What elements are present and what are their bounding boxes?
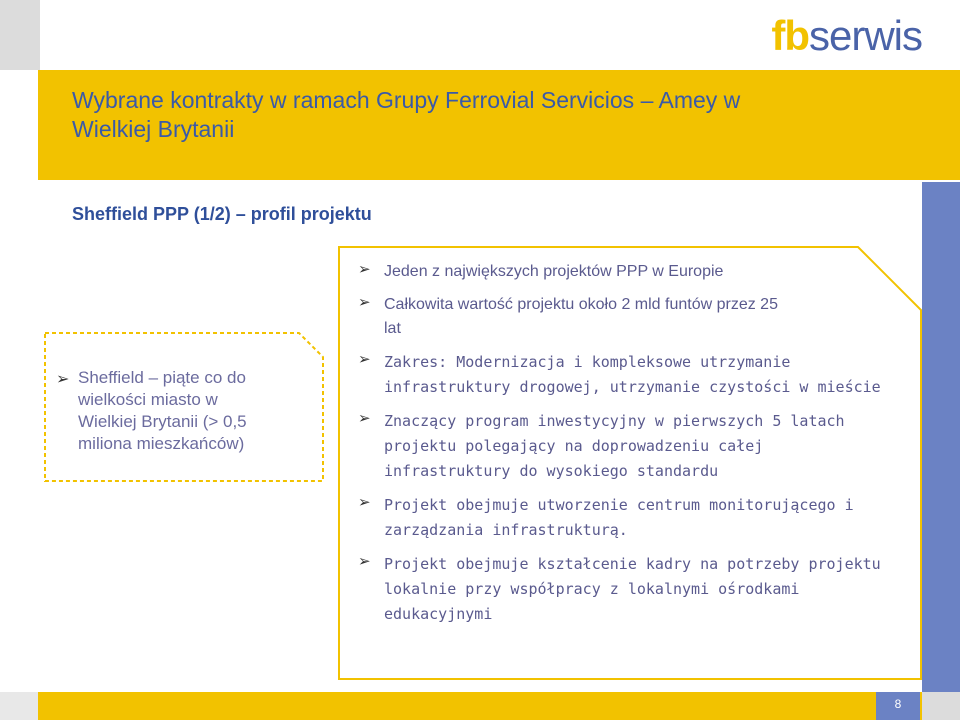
list-item [358,493,888,543]
list-item [358,293,888,341]
page-title-line-1: Wybrane kontrakty w ramach Grupy Ferrovial Servicios – Amey w [72,87,741,113]
section-subtitle: Sheffield PPP (1/2) – profil projektu [72,204,372,224]
list-item [358,552,888,627]
logo-part-fb: fb [771,12,809,59]
bullet-line: Całkowita wartość projektu około 2 mld funtów przez 25 [384,296,778,313]
footer-left-block [0,692,40,720]
bullet-line: Jeden z największych projektów PPP w Europie [384,263,724,280]
bullet-text [384,293,778,341]
bullet-text [384,493,854,543]
list-item [358,409,888,484]
top-left-decoration [0,0,40,70]
page-title [72,86,832,144]
bullet-line: lokalnie przy współpracy z lokalnymi ośrodkami [384,580,800,598]
bullet-line: Projekt obejmuje kształcenie kadry na potrzeby projektu [384,555,881,573]
arrow-bullet-icon: ➢ [56,371,70,388]
bullet-text [384,350,881,400]
list-item [358,350,888,400]
bullet-text [384,409,845,484]
bullet-line: Znaczący program inwestycyjny w pierwszych 5 latach [384,412,845,430]
right-accent-bar [922,182,960,692]
fbserwis-logo [771,12,922,60]
arrow-bullet-icon: ➢ [358,261,371,278]
left-callout [56,367,306,455]
left-callout-line: Wielkiej Brytanii (> 0,5 [78,412,247,431]
footer-yellow-bar [38,692,922,720]
bullet-line: projektu polegający na doprowadzeniu całej [384,437,764,455]
arrow-bullet-icon: ➢ [358,351,371,368]
arrow-bullet-icon: ➢ [358,494,371,511]
arrow-bullet-icon: ➢ [358,553,371,570]
bullet-line: lat [384,320,401,337]
bullet-line: Zakres: Modernizacja i kompleksowe utrzymanie [384,353,791,371]
list-item [358,260,888,284]
bullet-line: Projekt obejmuje utworzenie centrum monitorującego i [384,496,854,514]
left-callout-line: Sheffield – piąte co do [78,368,246,387]
bullet-line: infrastruktury do wysokiego standardu [384,462,719,480]
bullet-line: edukacyjnymi [384,605,493,623]
bullet-text [384,260,723,284]
bullet-text [384,552,881,627]
left-callout-text [78,367,247,455]
bullet-list [358,260,888,636]
bullet-line: zarządzania infrastrukturą. [384,521,628,539]
page-number: 8 [894,697,902,711]
arrow-bullet-icon: ➢ [358,294,371,311]
arrow-bullet-icon: ➢ [358,410,371,427]
left-callout-line: miliona mieszkańców) [78,434,245,453]
page-title-line-2: Wielkiej Brytanii [72,116,235,142]
left-callout-line: wielkości miasto w [78,390,218,409]
logo-part-serwis: serwis [808,12,922,59]
bullet-line: infrastruktury drogowej, utrzymanie czystości w mieście [384,378,881,396]
